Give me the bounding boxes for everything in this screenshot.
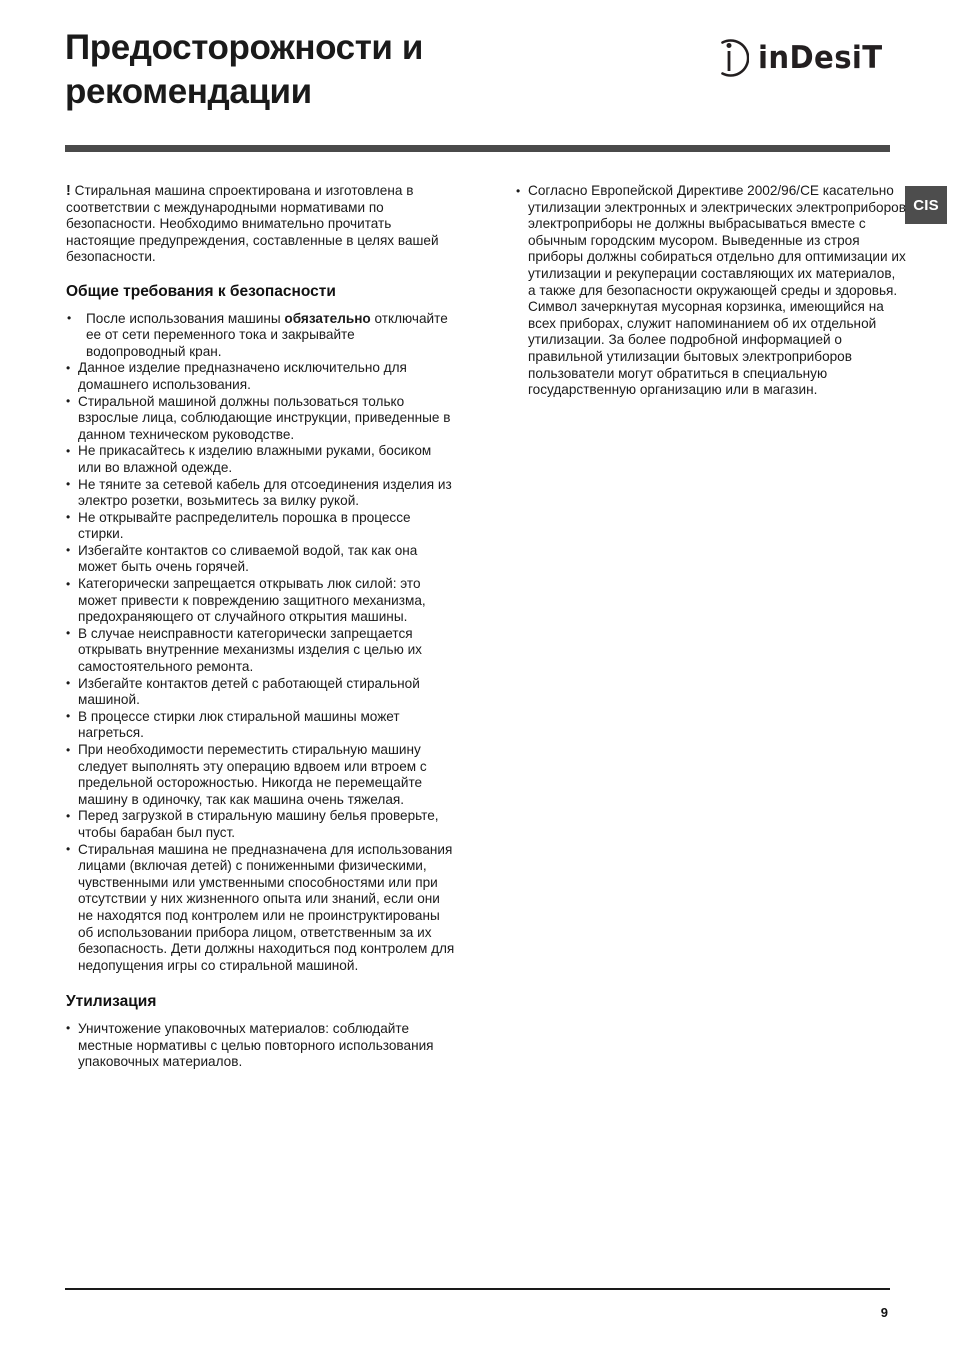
indesit-wordmark: inDesiT xyxy=(757,39,883,76)
list-item: • Категорически запрещается открывать люк силой: это может привести к повреждению защитного механизма, предохраняющего от случайного открытия машины. xyxy=(66,576,456,626)
list-item: • Данное изделие предназначено исключительно для домашнего использования. xyxy=(66,360,456,393)
intro-paragraph xyxy=(66,183,456,266)
page-title: Предосторожности и рекомендации xyxy=(65,28,423,112)
list-item: • В случае неисправности категорически запрещается открывать внутренние механизмы изделия с целью их самостоятельного ремонта. xyxy=(66,626,456,676)
list-item: • Не тяните за сетевой кабель для отсоединения изделия из электро розетки, возьмитесь за вилку рукой. xyxy=(66,477,456,510)
footer-divider-rule xyxy=(65,1288,890,1290)
list-item: • Избегайте контактов детей с работающей стиральной машиной. xyxy=(66,676,456,709)
list-item-text: После использования машины xyxy=(86,310,285,326)
indesit-logo xyxy=(709,36,890,80)
list-item: • В процессе стирки люк стиральной машины может нагреться. xyxy=(66,709,456,742)
intro-text: Стиральная машина спроектирована и изготовлена в соответствии с международными нормативами по безопасности. Необходимо внимательно прочитать настоящие предупреждения, составленные в целях вашей безопасности. xyxy=(66,183,439,265)
list-item: • Не открывайте распределитель порошка в процессе стирки. xyxy=(66,510,456,543)
left-column xyxy=(66,183,456,1071)
list-item: • Стиральная машина не предназначена для использования лицами (включая детей) с пониженными физическими, чувственными или умственными способностями или при отсутствии у них жизненного опыта или знаний, если они не находятся под контролем или не проинструктированы об использовании прибора лицом, ответственным за их безопасность. Дети должны находиться под контролем для недопущения игры со стиральной машиной. xyxy=(66,842,456,975)
list-item: • Избегайте контактов со сливаемой водой, так как она может быть очень горячей. xyxy=(66,543,456,576)
section-heading-disposal: Утилизация xyxy=(66,993,157,1011)
disposal-bullet-list xyxy=(66,1021,456,1071)
list-item: • Уничтожение упаковочных материалов: соблюдайте местные нормативы с целью повторного использования упаковочных материалов. xyxy=(66,1021,456,1071)
right-column xyxy=(516,183,906,399)
circle-i-icon xyxy=(709,36,749,80)
list-item-emphasis: обязательно xyxy=(284,310,371,326)
warning-bang-icon: ! xyxy=(66,183,71,199)
page-header xyxy=(65,26,890,146)
page-number: 9 xyxy=(880,1305,888,1320)
weee-bullet-list xyxy=(516,183,906,399)
list-item: • Не прикасайтесь к изделию влажными руками, босиком или во влажной одежде. xyxy=(66,443,456,476)
list-item-text-cont: отключайте ее от сети переменного тока и закрывайте водопроводный кран. xyxy=(86,310,448,359)
list-item: • Перед загрузкой в стиральную машину белья проверьте, чтобы барабан был пуст. xyxy=(66,808,456,841)
language-tab-cis: CIS xyxy=(905,186,947,224)
list-item: • Согласно Европейской Директиве 2002/96/CE касательно утилизации электронных и электрических электроприборов электроприборы не должны выбрасываться вместе с обычным городским мусором. Выведенные из строя приборы должны собираться отдельно для оптимизации их утилизации и рекуперации составляющих их материалов, а также для безопасности окружающей среды и здоровья. Символ зачеркнутая мусорная корзинка, имеющийся на всех приборах, служит напоминанием об их отдельной утилизации. За более подробной информацией о правильной утилизации бытовых электроприборов пользователи могут обратиться в специальную государственную организацию или в магазин. xyxy=(516,183,906,399)
list-item xyxy=(66,311,456,361)
section-heading-safety: Общие требования к безопасности xyxy=(66,282,336,300)
list-item: • Стиральной машиной должны пользоваться только взрослые лица, соблюдающие инструкции, приведенные в данном техническом руководстве. xyxy=(66,394,456,444)
header-divider-rule xyxy=(65,145,890,152)
list-item: • При необходимости переместить стиральную машину следует выполнять эту операцию вдвоем или втроем с предельной осторожностью. Никогда не перемещайте машину в одиночку, так как машина очень тяжелая. xyxy=(66,742,456,808)
safety-bullet-list xyxy=(66,311,456,975)
